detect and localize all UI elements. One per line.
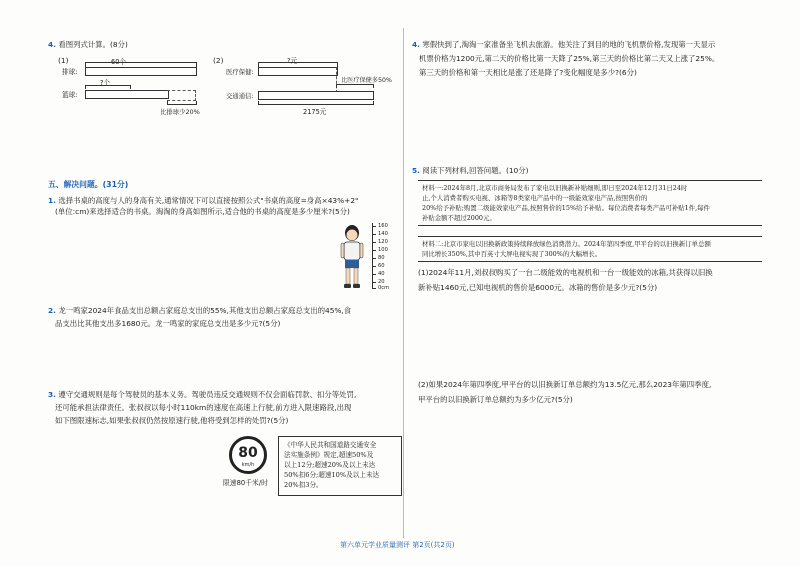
fig2-bar2-label: 交通通信: (226, 92, 254, 100)
speed-limit-value: 80 (238, 445, 258, 461)
ruler-label: 60 (378, 263, 385, 269)
q3-number: 3. (48, 390, 56, 399)
q1-number: 1. (48, 196, 56, 205)
right-q5-title: 阅读下列材料,回答问题。(10分) (422, 166, 529, 175)
q3-line2: 还可能承担法律责任。张叔叔以每小时110km的速度在高速上行驶,前方进入限速路段,出现 (55, 403, 352, 412)
page-footer: 第六单元学业质量测评 第2页(共2页) (340, 541, 455, 549)
ruler-tick (372, 242, 376, 243)
speed-limit-caption: 限速80千米/时 (223, 479, 268, 487)
ruler-tick (372, 282, 376, 283)
fig1-bar1-label: 排球: (62, 68, 78, 76)
height-ruler (372, 223, 394, 289)
q2-line1-text: 龙一鸣家2024年食品支出总额占家庭总支出的55%,其他支出总额占家庭总支出的45%,食 (58, 306, 352, 315)
fig2-bar1-label: 医疗保健: (226, 68, 254, 76)
q1-line2: (单位:cm)来选择适合的书桌。淘淘的身高如图所示,适合他的书桌的高度是多少厘米?(5分) (55, 207, 350, 216)
ruler-label: 20 (378, 279, 385, 285)
right-q4-number: 4. (412, 40, 420, 49)
rule-line: 法实施条例》规定,超速50%及 (284, 451, 374, 459)
speed-limit-sign-icon (229, 436, 267, 474)
q2-line2: 品支出比其他支出多1680元。龙一鸣家的家庭总支出是多少元?(5分) (55, 319, 281, 328)
material-one-line: 20%给予补贴;购置二级能效家电产品,按照售价的15%给予补贴。每位消费者每类产品可补贴1件,每件 (422, 204, 710, 212)
ruler-label: 40 (378, 271, 385, 277)
section5-title: 五、解决问题。(31分) (48, 180, 129, 189)
fig1-middle-brace (85, 85, 131, 89)
fig2-dashed-marker (336, 67, 338, 93)
right-q5-heading (412, 166, 529, 176)
medical-bar (258, 67, 338, 76)
fig1-middle-value: ?个 (100, 79, 111, 87)
material-two-line: 同比增长350%,其中百英寸大屏电视实现了300%的大幅增长。 (422, 250, 602, 258)
material-one-line: 补贴金额不超过2000元。 (422, 214, 496, 222)
column-divider (403, 28, 404, 538)
ruler-label: 0cm (378, 285, 390, 291)
sub2-line1: (2)如果2024年第四季度,甲平台的以旧换新订单总额约为13.5亿元,那么2023年第四季度, (418, 380, 712, 389)
fig1-bottom-brace (167, 101, 197, 105)
boy-illustration-icon (336, 224, 368, 290)
rule-line: 《中华人民共和国道路交通安全 (284, 441, 377, 449)
material-one-line: 止,个人消费者购买电视、冰箱等8类家电产品中的一级能效家电产品,按照售价的 (422, 194, 648, 202)
ruler-label: 100 (378, 247, 388, 253)
right-q4-line1 (412, 40, 715, 50)
ruler-label: 140 (378, 231, 388, 237)
fig2-right-note: 比医疗保健多50% (341, 77, 392, 84)
fig1-bottom-note: 比排球少20% (160, 108, 200, 116)
ruler-tick (372, 234, 376, 235)
q3-line1 (48, 390, 356, 400)
sub1-line2: 新补贴1460元,已知电视机的售价是6000元。冰箱的售价是多少元?(5分) (418, 283, 658, 292)
q3-line1-text: 遵守交通规则是每个驾驶员的基本义务。驾驶员违反交通规则不仅会面临罚款、扣分等处罚, (58, 390, 357, 399)
ruler-tick (372, 258, 376, 259)
transport-bar (258, 91, 374, 100)
left-q4-heading (48, 40, 128, 50)
q2-line1 (48, 306, 351, 316)
right-q5-number: 5. (412, 166, 420, 175)
ruler-label: 120 (378, 239, 388, 245)
fig1-top-value: 60个 (111, 58, 126, 66)
fig2-label: (2) (213, 56, 224, 65)
rule-line: 以上12分;超速20%及以上未达 (284, 461, 376, 469)
speed-limit-unit: km/h (241, 462, 255, 468)
right-q4-line1-text: 寒假快到了,淘淘一家准备坐飞机去旅游。他关注了到目的地的飞机票价格,发现第一天显示 (422, 40, 716, 49)
material-one-box (418, 180, 762, 226)
right-q4-line2: 机票价格为1200元,第二天的价格比第一天降了25%,第三天的价格比第二天又上涨了25%。 (419, 54, 720, 63)
ruler-label: 80 (378, 255, 385, 261)
ruler-tick (372, 226, 376, 227)
q3-line3: 如下图限速标志,如果张叔叔仍然按原速行驶,他将受到怎样的处罚?(5分) (55, 416, 289, 425)
fig2-bottom-value: 2175元 (303, 108, 327, 116)
rule-line: 50%扣6分;超速10%及以上未达 (284, 471, 380, 479)
fig1-bar2-label: 篮球: (62, 91, 78, 99)
q1-line1 (48, 196, 358, 206)
ruler-tick (372, 266, 376, 267)
fig2-bottom-brace (258, 101, 374, 105)
material-two-box (418, 236, 762, 262)
basketball-bar (85, 90, 169, 99)
right-q4-line3: 第三天的价格和第一天相比是涨了还是降了?变化幅度是多少?(6分) (419, 68, 637, 77)
sub1-line1: (1)2024年11月,刘叔叔购买了一台二级能效的电视机和一台一级能效的冰箱,共获得以旧换 (418, 268, 713, 277)
traffic-rule-box (278, 436, 402, 496)
material-two-line: 材料二:北京市家电以旧换新政策持续释放绿色消费潜力。2024年第四季度,甲平台的以旧换新订单总额 (422, 240, 711, 248)
left-q4-number: 4. (48, 40, 56, 49)
ruler-tick (372, 250, 376, 251)
ruler-axis (372, 223, 373, 289)
ruler-tick (372, 274, 376, 275)
ruler-tick (372, 288, 376, 289)
material-one-line: 材料一:2024年8月,北京市商务局发布了家电以旧换新补贴细则,即日至2024年12月31日24时 (422, 184, 688, 192)
fig1-label: (1) (58, 56, 69, 65)
volleyball-bar (85, 67, 197, 76)
fig1-dashed-gap (167, 90, 196, 101)
left-q4-title: 看图列式计算。(8分) (58, 40, 128, 49)
sub2-line2: 甲平台的以旧换新订单总额约为多少亿元?(5分) (418, 395, 573, 404)
q1-line1-text: 选择书桌的高度与人的身高有关,通常情况下可以直接按照公式"书桌的高度=身高×43%+2" (58, 196, 359, 205)
ruler-label: 160 (378, 223, 388, 229)
q2-number: 2. (48, 306, 56, 315)
fig2-top-value: ?元 (287, 57, 298, 65)
rule-line: 20%扣3分。 (284, 481, 323, 489)
